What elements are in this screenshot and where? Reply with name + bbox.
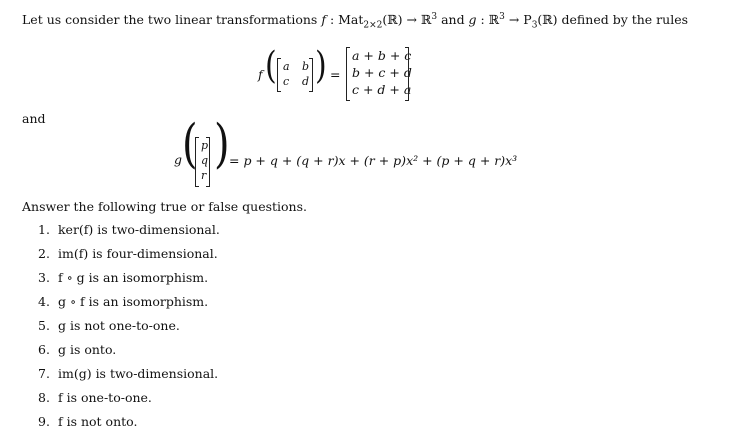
left-paren: ( <box>265 44 277 88</box>
vector-entry-q: q <box>201 154 209 167</box>
left-paren: ( <box>182 114 198 175</box>
matrix-right-bracket <box>309 58 313 92</box>
list-item: 3. f ∘ g is an isomorphism. <box>38 270 209 285</box>
vector-right-bracket <box>206 137 210 187</box>
vector-left-bracket <box>346 47 350 101</box>
list-item: 8. f is one-to-one. <box>38 390 152 405</box>
vector-row-3: c + d + a <box>352 82 412 97</box>
list-item: 1. ker(f) is two-dimensional. <box>38 222 220 237</box>
vector-left-bracket <box>195 137 199 187</box>
list-item: 5. g is not one-to-one. <box>38 318 180 333</box>
right-paren: ) <box>214 114 230 175</box>
matrix-entry-d: d <box>302 75 310 88</box>
g-function-name: g <box>174 152 183 167</box>
list-item: 7. im(g) is two-dimensional. <box>38 366 219 381</box>
vector-entry-r: r <box>201 169 207 182</box>
right-paren: ) <box>315 44 327 88</box>
vector-entry-p: p <box>201 139 209 152</box>
vector-row-1: a + b + c <box>352 48 412 63</box>
list-item: 4. g ∘ f is an isomorphism. <box>38 294 209 309</box>
matrix-entry-b: b <box>302 60 310 73</box>
list-item: 6. g is onto. <box>38 342 117 357</box>
g-rule-rhs: = p + q + (q + r)x + (r + p)x² + (p + q + r)x³ <box>229 153 518 168</box>
equals-sign: = <box>330 67 341 82</box>
and-word: and <box>22 111 46 126</box>
list-item: 9. f is not onto. <box>38 414 138 429</box>
matrix-entry-c: c <box>283 75 290 88</box>
vector-right-bracket <box>405 47 409 101</box>
f-function-name: f <box>258 67 263 82</box>
matrix-left-bracket <box>277 58 281 92</box>
list-item: 2. im(f) is four-dimensional. <box>38 246 218 261</box>
intro-paragraph: Let us consider the two linear transformations f : Mat$_{2\times 2}$(ℝ) → ℝ$^3$ and g : ℝ$^3$ → $P_3(ℝ)$ defined by the rules <box>22 12 689 31</box>
question-list <box>38 222 220 438</box>
vector-row-2: b + c + d <box>352 65 412 80</box>
matrix-entry-a: a <box>283 60 290 73</box>
answer-prompt: Answer the following true or false questions. <box>22 199 307 214</box>
